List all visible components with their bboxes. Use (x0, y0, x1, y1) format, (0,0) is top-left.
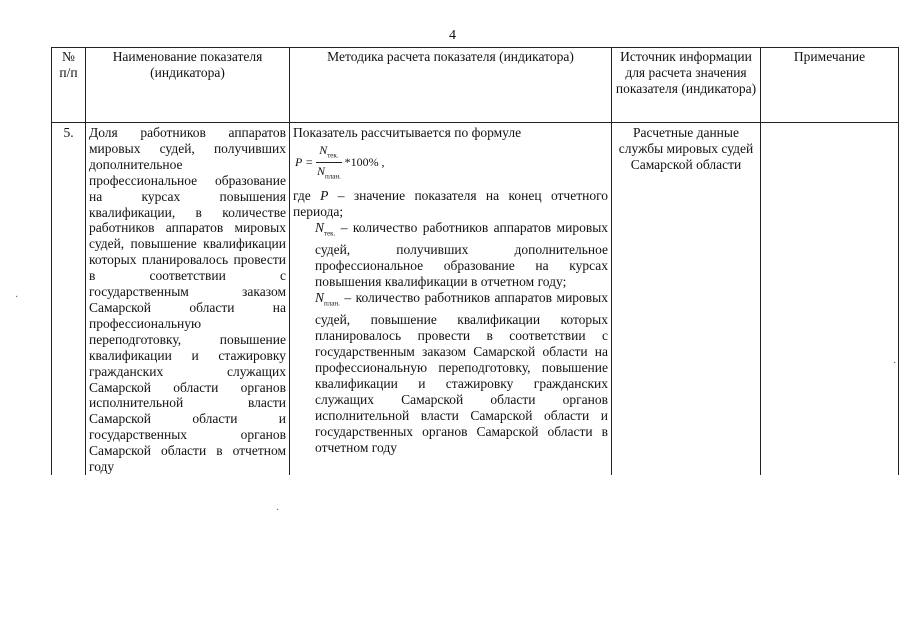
row-num: 5. (52, 123, 86, 475)
table-header-row (52, 48, 899, 123)
def-nplan-sub: план. (324, 299, 340, 308)
scan-speck: · (893, 358, 897, 369)
def-nplan-var: N (315, 289, 325, 305)
table-row (52, 123, 899, 475)
def-ntek-text: – количество работников аппаратов мировых судей, получивших дополнительное профессиональное образование на курсах повышения квалификации в отчетном году; (315, 219, 609, 289)
formula-den-var: N (316, 164, 325, 179)
formula-num-var: N (319, 142, 328, 157)
formula-fraction (316, 143, 341, 184)
header-num: № п/п (52, 48, 86, 123)
row-method (290, 123, 612, 475)
header-source: Источник информации для расчета значения показателя (индикатора) (612, 48, 761, 123)
header-note: Примечание (761, 48, 899, 123)
def-ntek-sub: тек. (324, 229, 336, 238)
formula-den-sub: план. (324, 172, 341, 181)
def-p-prefix: где (293, 187, 311, 203)
scan-speck: · (15, 292, 19, 303)
header-name: Наименование показателя (индикатора) (86, 48, 290, 123)
method-intro: Показатель рассчитывается по формуле (293, 125, 522, 140)
formula-lhs: P = (295, 155, 314, 170)
def-p (293, 188, 608, 220)
formula-tail: *100% , (344, 155, 385, 170)
page-number: 4 (449, 28, 456, 43)
def-nplan-text: – количество работников аппаратов мировых судей, повышение квалификации которых планировалось провести в соответствии с государственным заказом Самарской области на профессиональную переподготовку, повышение квалификации и стажировку гражданских служащих Самарской области органов исполнительной власти Самарской области и государственных органов Самарской области в отчетном году (315, 289, 609, 455)
def-nplan (293, 290, 608, 456)
def-p-var: P (320, 187, 329, 203)
row-source: Расчетные данные службы мировых судей Самарской области (612, 123, 761, 475)
def-p-text: – значение показателя на конец отчетного периода; (293, 187, 609, 219)
def-ntek-var: N (315, 219, 325, 235)
formula-num-sub: тек. (327, 151, 339, 160)
def-ntek (293, 220, 608, 290)
header-method: Методика расчета показателя (индикатора) (290, 48, 612, 123)
row-indicator-name: Доля работников аппаратов мировых судей, получивших дополнительное профессиональное образование на курсах повышения квалификации, в количестве работников аппаратов мировых судей, повышение квалификации которых планировалось провести в соответствии с государственным заказом Самарской области на профессиональную переподготовку, повышение квалификации и стажировку гражданских служащих Самарской области органов исполнительной власти Самарской области и государственных органов Самарской области в отчетном году (86, 123, 290, 475)
row-note (761, 123, 899, 475)
scan-speck: · (276, 505, 280, 516)
formula (295, 143, 608, 184)
indicator-table (51, 47, 899, 475)
